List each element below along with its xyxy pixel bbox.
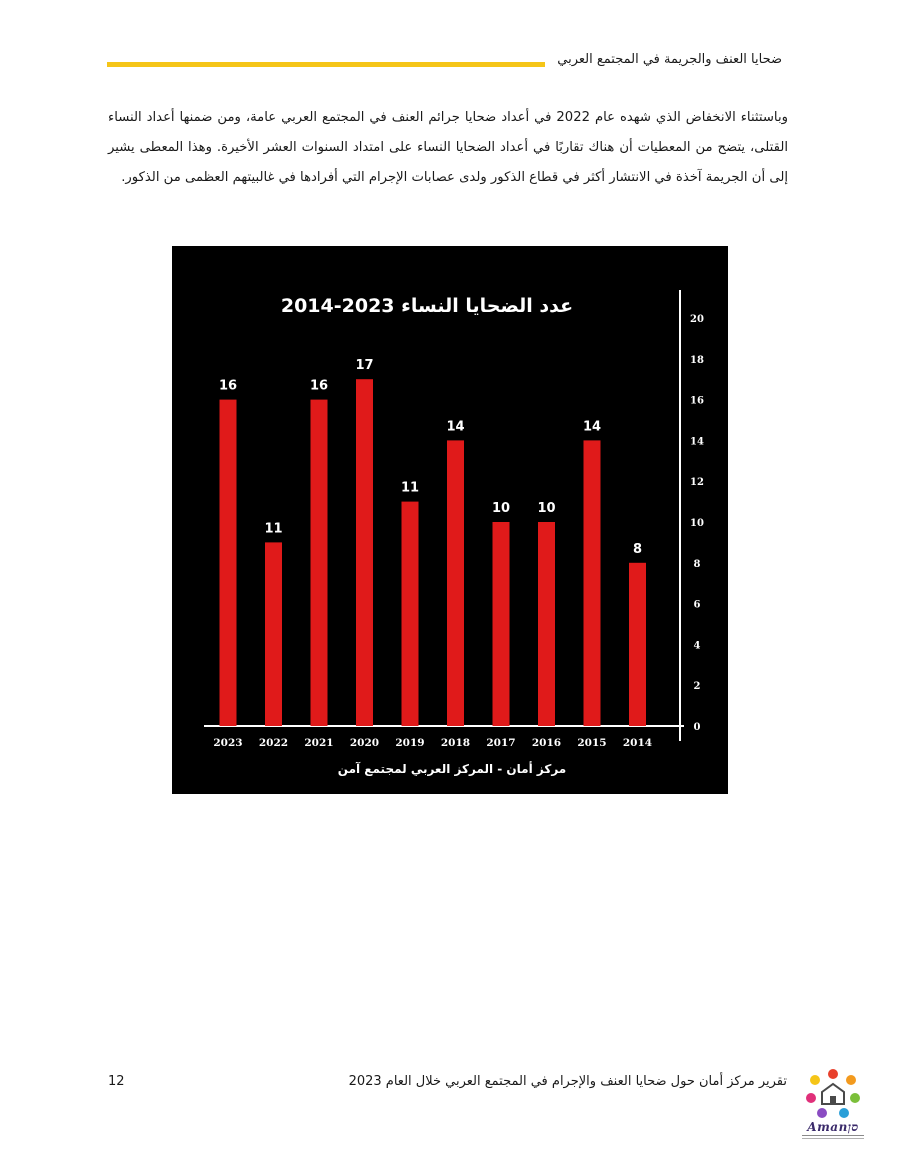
data-label-2015: 14	[582, 419, 602, 435]
y-tick-label-4: 4	[693, 640, 701, 652]
header-title: ضحايا العنف والجريمة في المجتمع العربي	[557, 52, 782, 67]
x-tick-label-2019: 2019	[395, 737, 425, 749]
data-label-2023: 16	[218, 378, 238, 394]
data-label-2018: 14	[446, 419, 465, 435]
y-tick-label-8: 8	[693, 558, 701, 570]
bar-2019	[402, 502, 419, 726]
y-tick-label-6: 6	[693, 599, 701, 611]
data-label-2021: 16	[309, 378, 329, 394]
x-tick-label-2015: 2015	[577, 737, 607, 749]
chart-source: مركز أمان - المركز العربي لمجتمع آمن	[337, 762, 567, 776]
y-tick-label-18: 18	[690, 354, 704, 366]
x-tick-label-2023: 2023	[213, 737, 243, 749]
page-number: 12	[108, 1074, 125, 1089]
chart-panel	[172, 246, 728, 794]
data-label-2017: 10	[491, 501, 511, 516]
bar-2020	[356, 379, 373, 726]
y-tick-label-14: 14	[690, 436, 704, 448]
bar-2017	[493, 522, 510, 726]
data-label-2022: 11	[264, 521, 283, 537]
bar-2015	[584, 440, 601, 726]
y-tick-label-2: 2	[693, 681, 701, 693]
logo-tagline-rule	[802, 1135, 864, 1139]
bar-2018	[447, 440, 464, 726]
bar-2016	[538, 522, 555, 726]
header-rule	[107, 62, 545, 67]
logo-figures-icon	[800, 1066, 866, 1120]
footer-report-title: تقرير مركز أمان حول ضحايا العنف والإجرام في المجتمع العربي خلال العام 2023	[348, 1074, 787, 1089]
logo-wordmark: Amanסן	[807, 1120, 859, 1134]
x-tick-label-2022: 2022	[258, 737, 289, 749]
data-label-2016: 10	[537, 501, 556, 516]
y-tick-label-20: 20	[690, 314, 704, 325]
aman-logo	[800, 1066, 866, 1146]
bar-2014	[629, 563, 646, 726]
x-tick-label-2018: 2018	[440, 737, 471, 749]
bar-chart	[172, 246, 728, 794]
x-tick-label-2017: 2017	[486, 737, 516, 749]
bar-2022	[265, 542, 282, 726]
x-tick-label-2021: 2021	[304, 737, 334, 749]
data-label-2020: 17	[355, 358, 374, 374]
data-label-2014: 8	[632, 541, 643, 557]
chart-title: عدد الضحايا النساء 2023-2014	[280, 295, 574, 317]
y-tick-label-10: 10	[690, 518, 704, 529]
y-tick-label-0: 0	[693, 722, 701, 733]
data-label-2019: 11	[400, 480, 420, 496]
x-tick-label-2014: 2014	[622, 737, 653, 749]
bar-2023	[220, 400, 237, 726]
x-tick-label-2020: 2020	[349, 737, 380, 749]
y-tick-label-16: 16	[690, 395, 704, 407]
y-tick-label-12: 12	[690, 477, 704, 489]
x-tick-label-2016: 2016	[531, 737, 562, 749]
body-paragraph: وباستثناء الانخفاض الذي شهده عام 2022 في أعداد ضحايا جرائم العنف في المجتمع العربي عامة، ومن ضمنها أعداد النساء القتلى، يتضح من المعطيات أن هناك تقاربًا في أعداد الضحايا النساء على امتداد السنوات العشر الأخيرة. وهذا المعطى يشير إلى أن الجريمة آخذة في الانتشار أكثر في قطاع الذكور ولدى عصابات الإجرام التي أفرادها في غالبيتهم العظمى من الذكور.	[108, 110, 788, 185]
bar-2021	[311, 400, 328, 726]
